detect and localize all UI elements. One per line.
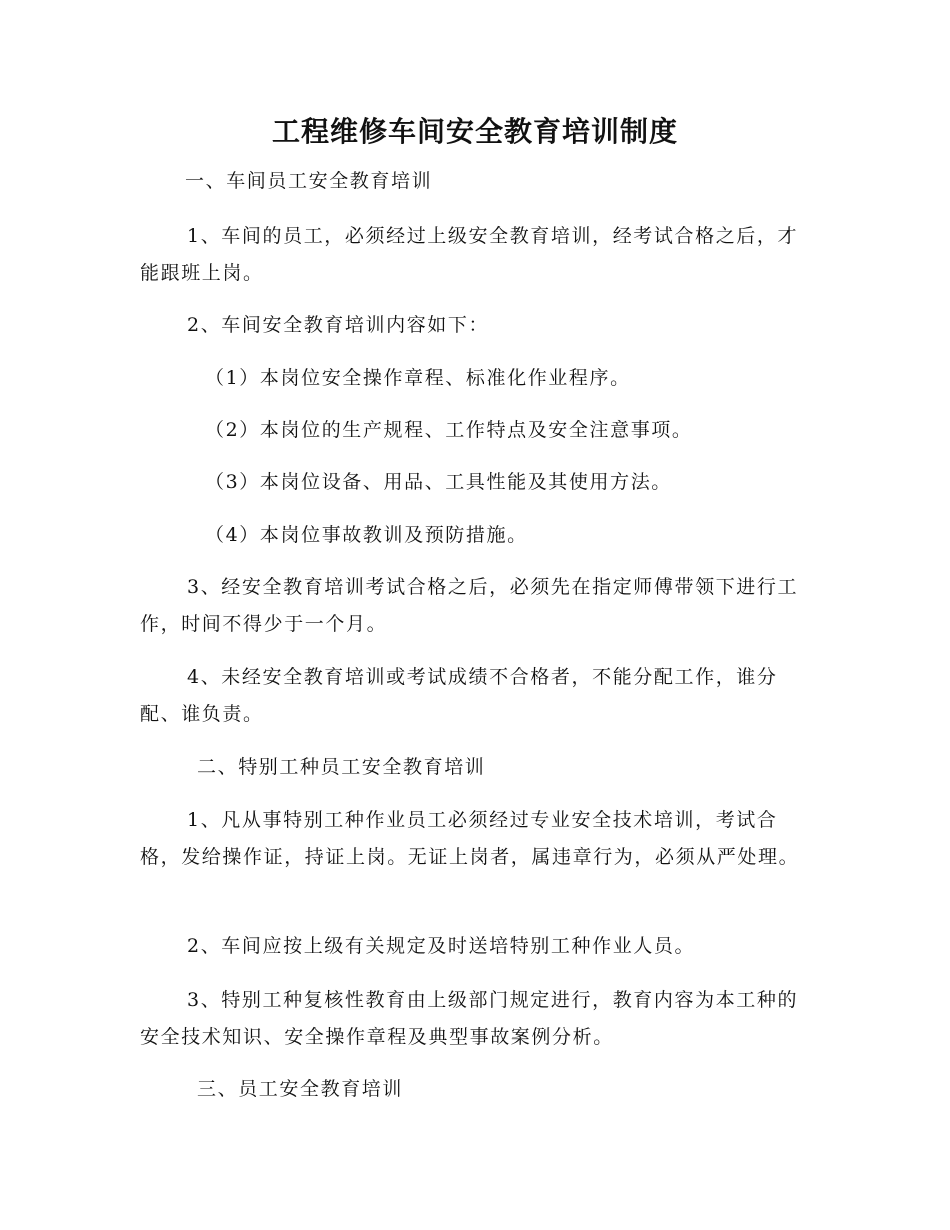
section-1-sub-2: （2）本岗位的生产规程、工作特点及安全注意事项。 xyxy=(205,419,693,441)
document-title: 工程维修车间安全教育培训制度 xyxy=(271,115,678,148)
section-1-item-2: 2、车间安全教育培训内容如下： xyxy=(187,314,490,336)
section-2-heading: 二、特别工种员工安全教育培训 xyxy=(197,756,486,778)
section-1-item-1: 1、车间的员工，必须经过上级安全教育培训，经考试合格之后，才能跟班上岗。 xyxy=(140,225,799,284)
section-1-sub-1: （1）本岗位安全操作章程、标准化作业程序。 xyxy=(205,367,631,389)
section-2-item-2: 2、车间应按上级有关规定及时送培特别工种作业人员。 xyxy=(187,935,696,957)
section-1-heading: 一、车间员工安全教育培训 xyxy=(185,170,433,192)
section-1-sub-3: （3）本岗位设备、用品、工具性能及其使用方法。 xyxy=(205,471,672,493)
section-1-item-3: 3、经安全教育培训考试合格之后，必须先在指定师傅带领下进行工作，时间不得少于一个月。 xyxy=(140,576,799,635)
section-2-item-1: 1、凡从事特别工种作业员工必须经过专业安全技术培训，考试合格，发给操作证，持证上岗。无证上岗者，属违章行为，必须从严处理。 xyxy=(140,809,800,868)
section-3-heading: 三、员工安全教育培训 xyxy=(197,1078,404,1100)
section-1-sub-4: （4）本岗位事故教训及预防措施。 xyxy=(205,524,528,546)
section-1-item-4: 4、未经安全教育培训或考试成绩不合格者，不能分配工作，谁分配、谁负责。 xyxy=(140,666,778,725)
section-2-item-3: 3、特别工种复核性教育由上级部门规定进行，教育内容为本工种的安全技术知识、安全操作章程及典型事故案例分析。 xyxy=(140,989,799,1048)
